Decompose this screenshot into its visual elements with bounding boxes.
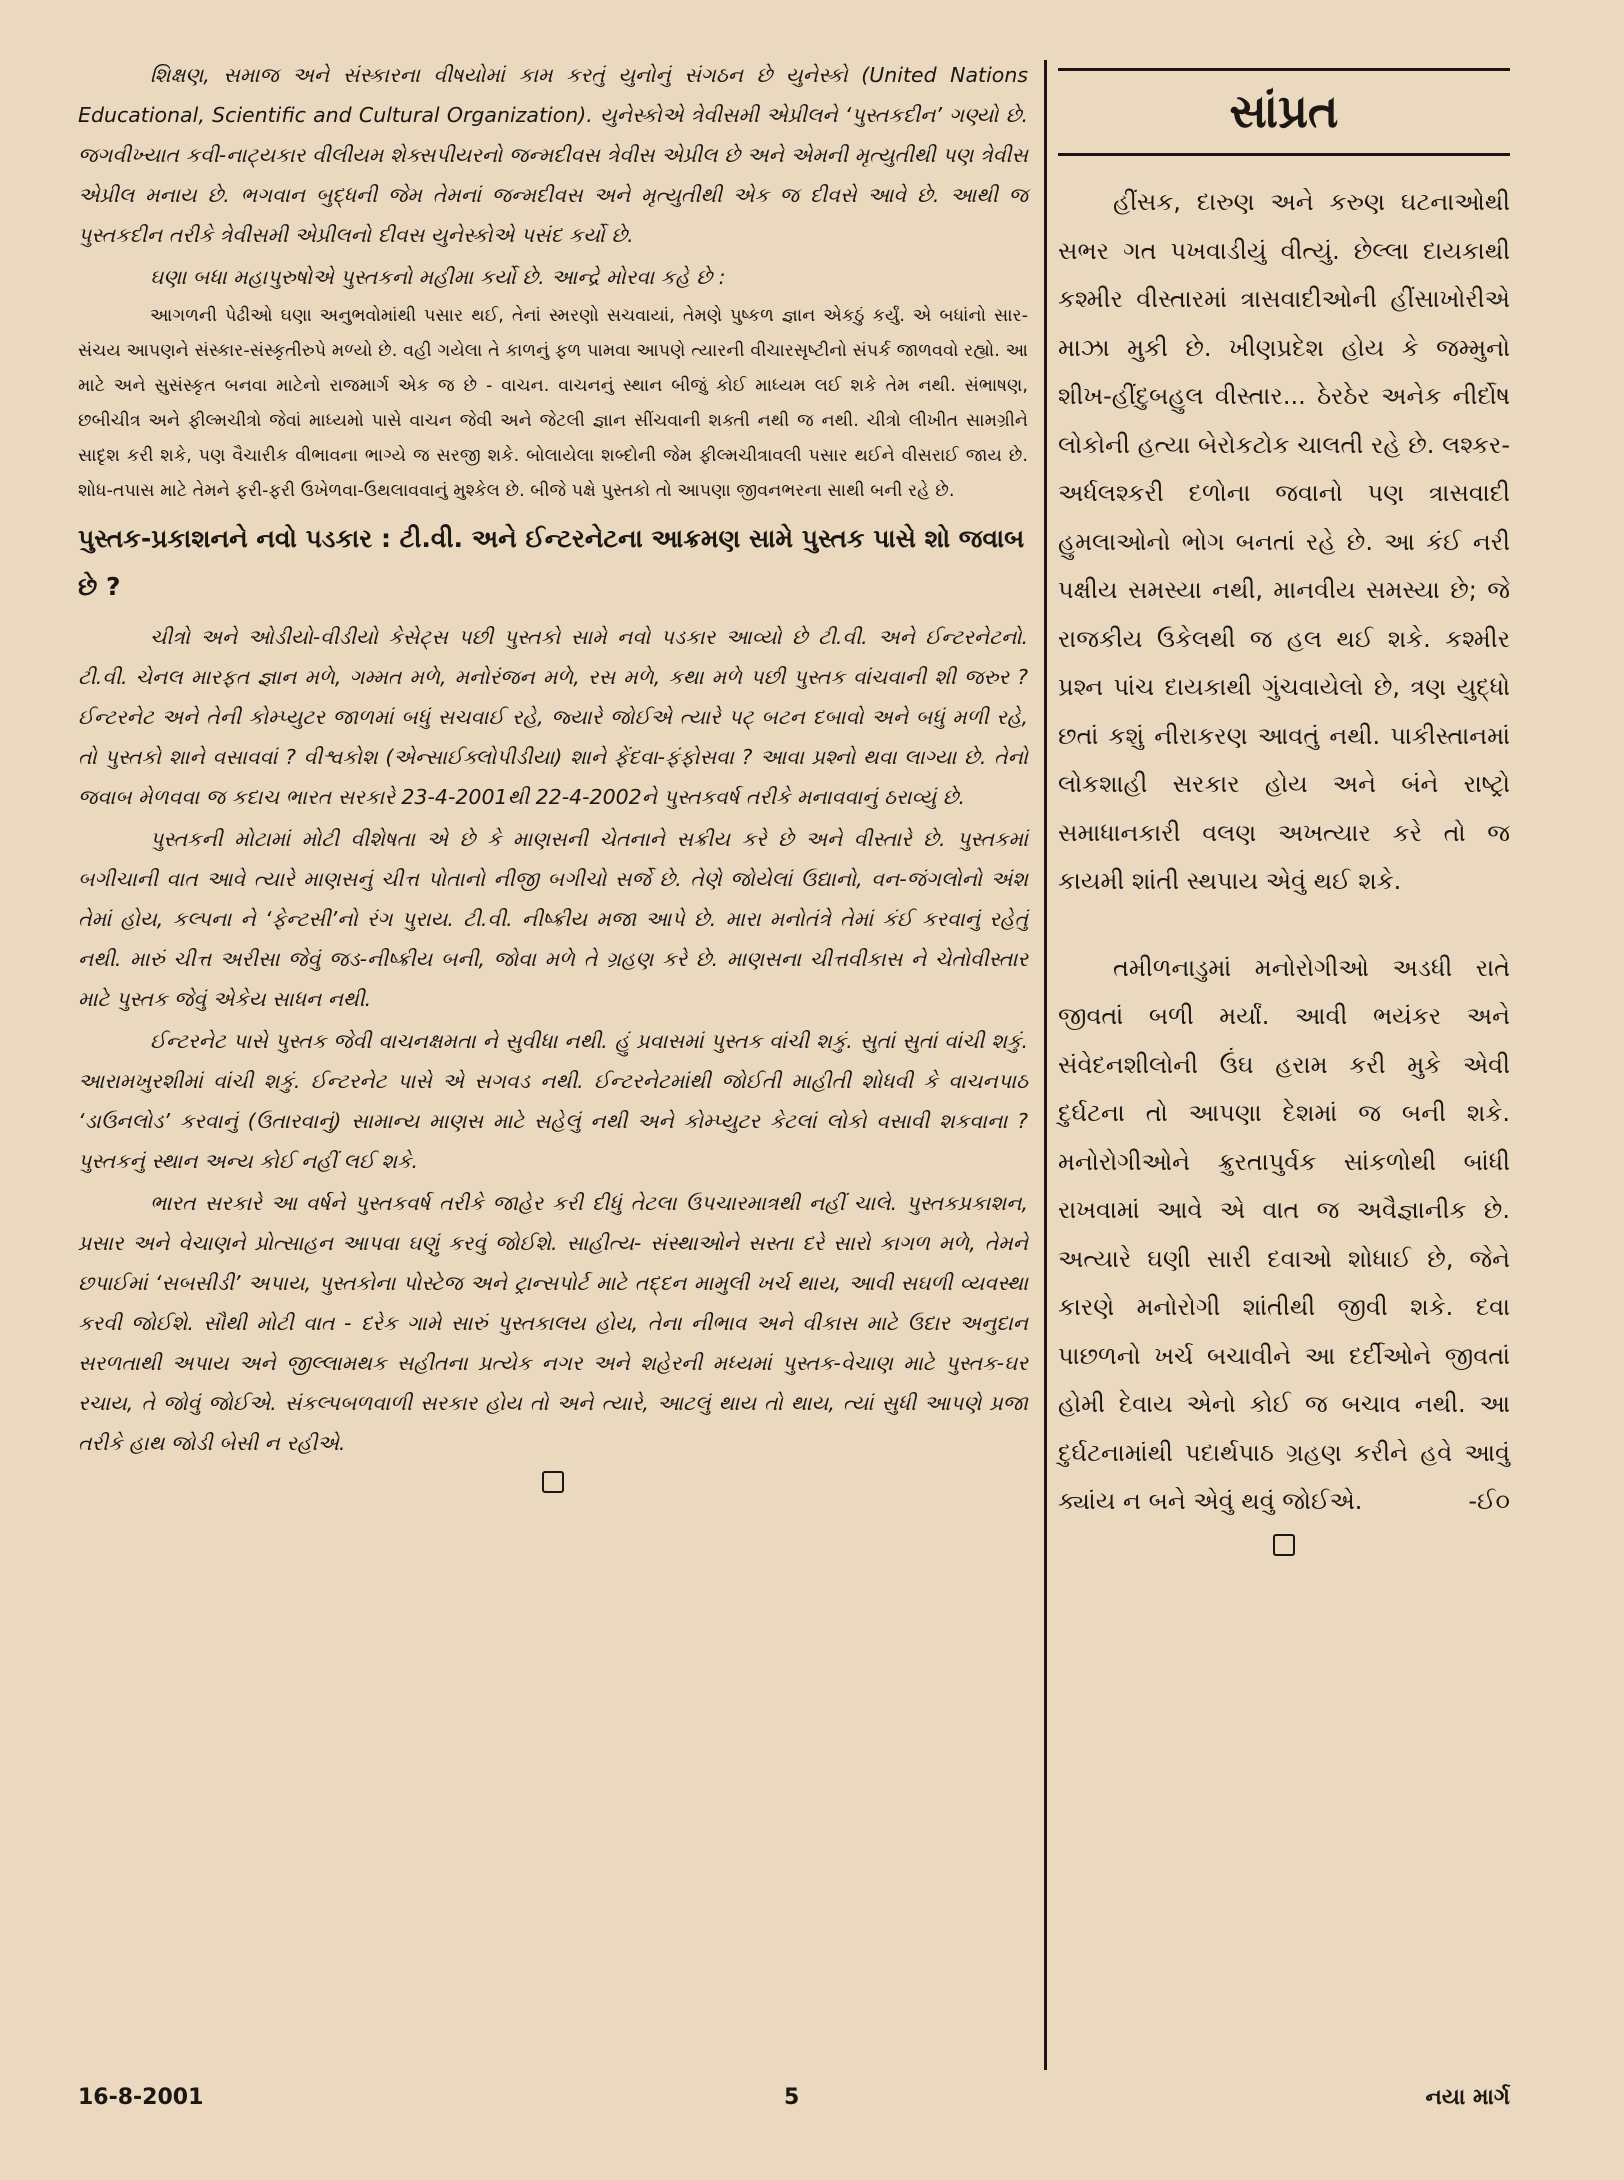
main-paragraph-3: ઈન્ટરનેટ પાસે પુસ્તક જેવી વાચનક્ષમતા ને સુવીધા નથી. હું પ્રવાસમાં પુસ્તક વાંચી શકું. સુતાં સુતાં વાંચી શકું. આરામખુરશીમાં વાંચી શકું. ઈન્ટરનેટ પાસે એ સગવડ નથી. ઈન્ટરનેટમાંથી જોઈતી માહીતી શોધવી કે વાચનપાઠ ‘ડાઉનલોડ’ કરવાનું (ઉતારવાનું) સામાન્ય માણસ માટે સહેલું નથી અને કોમ્પ્યુટર કેટલાં લોકો વસાવી શકવાના ? પુસ્તકનું સ્થાન અન્ય કોઈ નહીં લઈ શકે. (78, 1029, 1028, 1173)
article-end-mark (542, 1471, 564, 1493)
magazine-name: નયા માર્ગ (1425, 2085, 1510, 2110)
sampratt-column (1058, 60, 1510, 2070)
article-subheading: પુસ્તક-પ્રકાશનને નવો પડકાર : ટી.વી. અને ઈન્ટરનેટના આક્રમણ સામે પુસ્તક પાસે શો જવાબ છે ? (78, 524, 1025, 601)
sidebar-paragraph-kashmir: હીંસક, દારુણ અને કરુણ ઘટનાઓથી સભર ગત પખવાડીયું વીત્યું. છેલ્લા દાયકાથી કશ્મીર વીસ્તારમાં ત્રાસવાદીઓની હીંસાખોરીએ માઝા મુકી છે. ખીણપ્રદેશ હોય કે જમ્મુનો શીખ-હીંદુબહુલ વીસ્તાર... ઠેરઠેર અનેક નીર્દોષ લોકોની હત્યા બેરોકટોક ચાલતી રહે છે. લશ્કર-અર્ધલશ્કરી દળોના જવાનો પણ ત્રાસવાદી હુમલાઓનો ભોગ બનતાં રહે છે. આ કંઈ નરી પક્ષીય સમસ્યા નથી, માનવીય સમસ્યા છે; જે રાજકીય ઉકેલથી જ હલ થઈ શકે. કશ્મીર પ્રશ્ન પાંચ દાયકાથી ગુંચવાયેલો છે, ત્રણ યુદ્ધો છતાં કશું નીરાકરણ આવતું નથી. પાકીસ્તાનમાં લોકશાહી સરકાર હોય અને બંને રાષ્ટ્રો સમાધાનકારી વલણ અખત્યાર કરે તો જ કાયમી શાંતી સ્થપાય એવું થઈ શકે. (1058, 188, 1510, 895)
intro-paragraph-1: શિક્ષણ, સમાજ અને સંસ્કારના વીષયોમાં કામ કરતું યુનોનું સંગઠન છે યુનેસ્કો (United Nations Educational, Scientific and Cultural Organization). યુનેસ્કોએ ત્રેવીસમી એપ્રીલને ‘પુસ્તકદીન’ ગણ્યો છે. જગવીખ્યાત કવી-નાટ્યકાર વીલીયમ શેક્સપીયરનો જન્મદીવસ ત્રેવીસ એપ્રીલ છે અને એમની મૃત્યુતીથી પણ ત્રેવીસ એપ્રીલ મનાય છે. ભગવાન બુદ્ધની જેમ તેમનાં જન્મદીવસ અને મૃત્યુતીથી એક જ દીવસે આવે છે. આથી જ પુસ્તકદીન તરીકે ત્રેવીસમી એપ્રીલનો દીવસ યુનેસ્કોએ પસંદ કર્યો છે. (78, 63, 1028, 247)
column-title: સાંપ્રત (1229, 84, 1339, 138)
column-divider (1044, 60, 1047, 2070)
intro-paragraph-2: ઘણા બધા મહાપુરુષોએ પુસ્તકનો મહીમા કર્યો છે. આન્દ્રે મોરવા કહે છે : (150, 265, 726, 289)
author-signature: -ઈ૦ (1468, 1487, 1510, 1515)
maurois-quote: આગળની પેઢીઓ ઘણા અનુભવોમાંથી પસાર થઈ, તેનાં સ્મરણો સચવાયાં, તેમણે પુષ્કળ જ્ઞાન એકઠું કર્યું. એ બધાંનો સાર-સંચય આપણને સંસ્કાર-સંસ્કૃતીરુપે મળ્યો છે. વહી ગયેલા તે કાળનું ફળ પામવા આપણે ત્યારની વીચારસૃષ્ટીનો સંપર્ક જાળવવો રહ્યો. આ માટે અને સુસંસ્કૃત બનવા માટેનો રાજમાર્ગ એક જ છે - વાચન. વાચનનું સ્થાન બીજું કોઈ માધ્યમ લઈ શકે તેમ નથી. સંભાષણ, છબીચીત્ર અને ફીલ્મચીત્રો જેવાં માધ્યમો પાસે વાચન જેવી અને જેટલી જ્ઞાન સીંચવાની શક્તી નથી જ નથી. ચીત્રો લીખીત સામગ્રીને સાદૃશ કરી શકે, પણ વૈચારીક વીભાવના ભાગ્યે જ સરજી શકે. બોલાયેલા શબ્દોની જેમ ફીલ્મચીત્રાવલી પસાર થઈને વીસરાઈ જાય છે. શોધ-તપાસ માટે તેમને ફરી-ફરી ઉખેળવા-ઉથલાવવાનું મુશ્કેલ છે. બીજે પક્ષે પુસ્તકો તો આપણા જીવનભરના સાથી બની રહે છે. (78, 306, 1028, 501)
sidebar-paragraph-tamilnadu (1058, 944, 1510, 1526)
column-rule-top (1058, 68, 1510, 71)
main-paragraph-4: ભારત સરકારે આ વર્ષને પુસ્તકવર્ષ તરીકે જાહેર કરી દીધું તેટલા ઉપચારમાત્રથી નહીં ચાલે. પુસ્તકપ્રકાશન, પ્રસાર અને વેચાણને પ્રોત્સાહન આપવા ઘણું કરવું જોઈશે. સાહીત્ય- સંસ્થાઓને સસ્તા દરે સારો કાગળ મળે, તેમને છપાઈમાં ‘સબસીડી’ અપાય, પુસ્તકોના પોસ્ટેજ અને ટ્રાન્સપોર્ટ માટે તદ્દન મામુલી ખર્ચ થાય, આવી સઘળી વ્યવસ્થા કરવી જોઈશે. સૌથી મોટી વાત - દરેક ગામે સારું પુસ્તકાલય હોય, તેના નીભાવ અને વીકાસ માટે ઉદાર અનુદાન સરળતાથી અપાય અને જીલ્લામથક સહીતના પ્રત્યેક નગર અને શહેરની મધ્યમાં પુસ્તક-વેચાણ માટે પુસ્તક-ઘર રચાય, તે જોવું જોઈએ. સંકલ્પબળવાળી સરકાર હોય તો અને ત્યારે, આટલું થાય તો થાય, ત્યાં સુધી આપણે પ્રજા તરીકે હાથ જોડી બેસી ન રહીએ. (78, 1191, 1028, 1455)
issue-date: 16-8-2001 (78, 2085, 204, 2110)
main-paragraph-2: પુસ્તકની મોટામાં મોટી વીશેષતા એ છે કે માણસની ચેતનાને સક્રીય કરે છે અને વીસ્તારે છે. પુસ્તકમાં બગીચાની વાત આવે ત્યારે માણસનું ચીત્ત પોતાનો નીજી બગીચો સર્જે છે. તેણે જોયેલાં ઉદ્યાનો, વન-જંગલોનો અંશ તેમાં હોય, કલ્પના ને ‘ફેન્ટસી’નો રંગ પુરાય. ટી.વી. નીષ્ક્રીય મજા આપે છે. મારા મનોતંત્રે તેમાં કંઈ કરવાનું રહેતું નથી. મારું ચીત્ત અરીસા જેવું જડ-નીષ્ક્રીય બની, જોવા મળે તે ગ્રહણ કરે છે. માણસના ચીત્તવીકાસ ને ચેતોવીસ્તાર માટે પુસ્તક જેવું એકેય સાધન નથી. (78, 827, 1028, 1011)
main-paragraph-1: ચીત્રો અને ઓડીયો-વીડીયો કેસેટ્સ પછી પુસ્તકો સામે નવો પડકાર આવ્યો છે ટી.વી. અને ઈન્ટરનેટનો. ટી.વી. ચેનલ મારફત જ્ઞાન મળે, ગમ્મત મળે, મનોરંજન મળે, રસ મળે, કથા મળે પછી પુસ્તક વાંચવાની શી જરુર ? ઈન્ટરનેટ અને તેની કોમ્પ્યુટર જાળમાં બધું સચવાઈ રહે, જ્યારે જોઈએ ત્યારે પટ્ બટન દબાવો અને બધું મળી રહે, તો પુસ્તકો શાને વસાવવાં ? વીશ્વકોશ (એન્સાઈક્લોપીડીયા) શાને ફેંદવા-ફંફોસવા ? આવા પ્રશ્નો થવા લાગ્યા છે. તેનો જવાબ મેળવવા જ કદાચ ભારત સરકારે 23-4-2001થી 22-4-2002ને પુસ્તકવર્ષ તરીકે મનાવવાનું ઠરાવ્યું છે. (78, 625, 1028, 809)
sidebar-paragraph-tamilnadu-text: તમીળનાડુમાં મનોરોગીઓ અડધી રાતે જીવતાં બળી મર્યાં. આવી ભયંકર અને સંવેદનશીલોની ઉંઘ હરામ કરી મુકે એવી દુર્ઘટના તો આપણા દેશમાં જ બની શકે. મનોરોગીઓને ક્રુરતાપુર્વક સાંકળોથી બાંધી રાખવામાં આવે એ વાત જ અવૈજ્ઞાનીક છે. અત્યારે ઘણી સારી દવાઓ શોધાઈ છે, જેને કારણે મનોરોગી શાંતીથી જીવી શકે. દવા પાછળનો ખર્ચ બચાવીને આ દર્દીઓને જીવતાં હોમી દેવાય એનો કોઈ જ બચાવ નથી. આ દુર્ઘટનામાંથી પદાર્થપાઠ ગ્રહણ કરીને હવે આવું ક્યાંય ન બને એવું થવું જોઈએ. (1058, 953, 1510, 1515)
column-rule-bottom (1058, 153, 1510, 156)
page-footer (78, 2078, 1510, 2118)
main-article (78, 55, 1028, 2085)
sidebar-end-mark (1273, 1534, 1295, 1556)
page-number: 5 (784, 2085, 800, 2110)
